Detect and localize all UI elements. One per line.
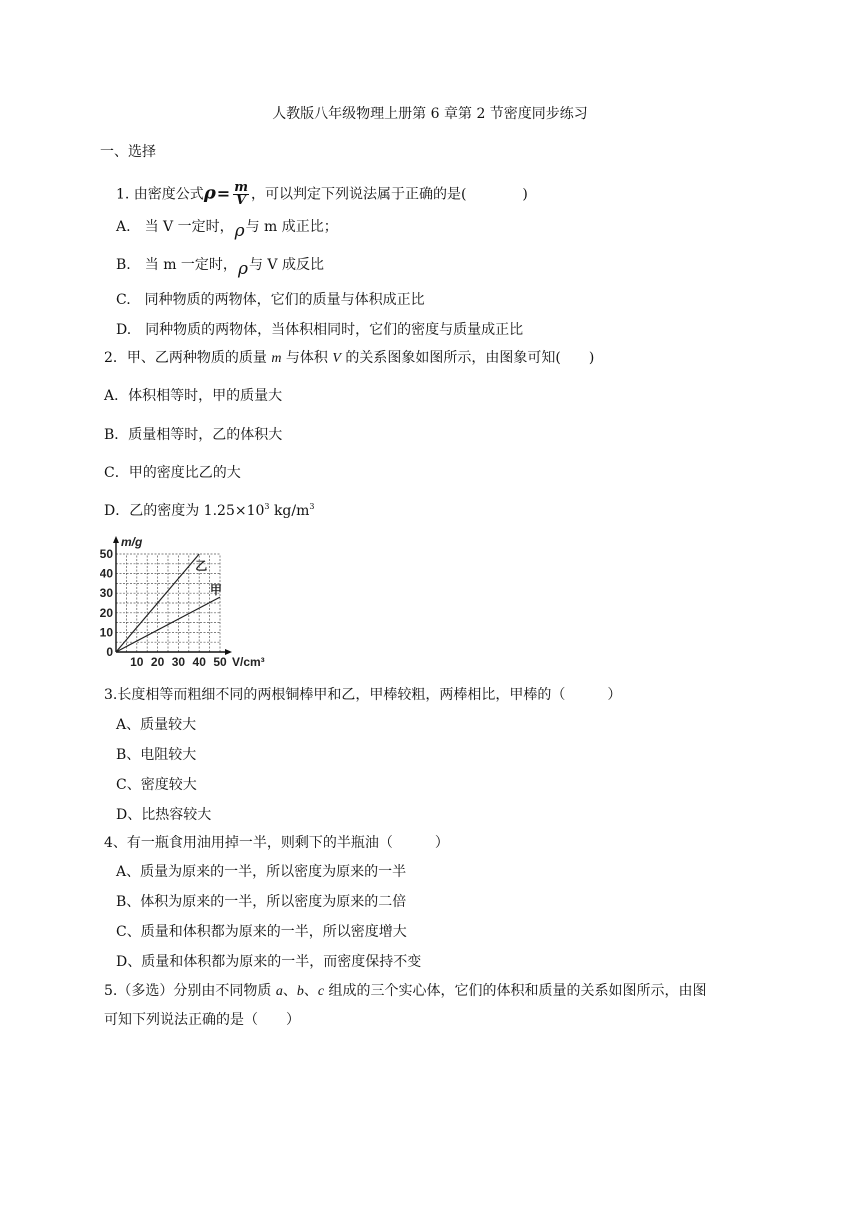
stem-text: 组成的三个实心体，它们的体积和质量的关系如图所示，由图 — [324, 983, 707, 999]
variable-v: V — [332, 351, 341, 366]
question-5-stem-line-2: 可知下列说法正确的是（ ） — [104, 1012, 300, 1028]
section-heading: 一、选择 — [100, 144, 156, 160]
x-tick-label: 20 — [150, 655, 165, 669]
question-3-option-a: A、质量较大 — [116, 717, 197, 733]
question-4-stem: 4、有一瓶食用油用掉一半，则剩下的半瓶油（ ） — [104, 835, 449, 851]
option-label: D. — [116, 322, 132, 338]
density-symbol: ρ — [203, 182, 216, 204]
question-1-option-b — [116, 254, 324, 279]
option-text: 当 V 一定时， — [144, 219, 234, 235]
option-text: D．乙的密度为 1.25×10 — [104, 503, 265, 519]
mass-volume-graph — [100, 536, 270, 670]
density-fraction — [233, 182, 249, 207]
question-1-option-d — [116, 320, 523, 340]
question-4-option-d: D、质量和体积都为原来的一半，而密度保持不变 — [116, 954, 422, 970]
y-tick-label: 50 — [100, 547, 113, 561]
question-1-prefix: 1. 由密度公式 — [116, 186, 204, 203]
question-4-option-a: A、质量为原来的一半，所以密度为原来的一半 — [116, 864, 407, 880]
question-2-option-d — [104, 501, 314, 521]
question-2-option-b: B．质量相等时，乙的体积大 — [104, 427, 283, 443]
y-axis-label: m/g — [121, 536, 143, 549]
option-label: A. — [116, 219, 131, 235]
y-tick-label: 30 — [100, 586, 113, 601]
fraction-numerator: m — [234, 180, 248, 195]
question-2-option-c: C．甲的密度比乙的大 — [104, 465, 241, 481]
stem-text: 2．甲、乙两种物质的质量 — [104, 350, 272, 366]
separator: 、 — [303, 983, 318, 999]
question-3-stem: 3.长度相等而粗细不同的两根铜棒甲和乙，甲棒较粗，两棒相比，甲棒的（ ） — [104, 687, 622, 703]
series-label: 乙 — [195, 559, 208, 573]
option-label: C. — [116, 292, 131, 308]
graph-labels — [100, 536, 265, 669]
x-axis-label: V/cm³ — [232, 655, 265, 669]
stem-text: 与体积 — [281, 350, 333, 366]
rho-symbol: ρ — [234, 221, 245, 241]
stem-text: 的关系图象如图所示，由图象可知( ) — [340, 350, 595, 366]
exponent: 3 — [309, 502, 315, 511]
x-tick-label: 50 — [213, 655, 227, 669]
question-4-option-b: B、体积为原来的一半，所以密度为原来的二倍 — [116, 894, 407, 910]
question-1-suffix: ，可以判定下列说法属于正确的是( ) — [250, 186, 528, 203]
question-1-option-c — [116, 290, 425, 310]
option-text: 同种物质的两物体，当体积相同时，它们的密度与质量成正比 — [145, 322, 524, 338]
question-3-option-c: C、密度较大 — [116, 777, 197, 793]
variable-a: a — [275, 984, 283, 999]
y-axis-arrow — [113, 536, 119, 543]
variable-b: b — [296, 984, 304, 999]
y-tick-label: 10 — [100, 625, 113, 640]
x-tick-label: 10 — [130, 655, 144, 669]
question-2-stem — [104, 348, 594, 369]
y-tick-label: 40 — [100, 566, 113, 581]
question-4-option-c: C、质量和体积都为原来的一半，所以密度增大 — [116, 924, 407, 940]
question-3-option-d: D、比热容较大 — [116, 807, 212, 823]
stem-text: 5.（多选）分别由不同物质 — [104, 983, 276, 999]
option-text: 同种物质的两物体，它们的质量与体积成正比 — [144, 292, 425, 308]
question-1-stem — [116, 182, 528, 207]
series-label: 甲 — [210, 583, 223, 598]
option-label: B. — [116, 257, 131, 273]
option-text-end: 与 V 成反比 — [248, 257, 324, 273]
option-text-end: 与 m 成正比； — [245, 219, 338, 235]
separator: 、 — [282, 983, 297, 999]
question-3-option-b: B、电阻较大 — [116, 747, 197, 763]
fraction-denominator: V — [236, 193, 247, 208]
question-5-stem-line-1 — [104, 981, 706, 1002]
variable-m: m — [271, 351, 282, 366]
document-title: 人教版八年级物理上册第 6 章第 2 节密度同步练习 — [272, 106, 588, 122]
question-2-option-a: A．体积相等时，甲的质量大 — [104, 388, 283, 404]
equals-sign: = — [216, 183, 231, 203]
origin-label: 0 — [106, 645, 113, 659]
option-text: 当 m 一定时， — [144, 257, 237, 273]
rho-symbol: ρ — [237, 259, 248, 279]
exponent: 3 — [264, 502, 270, 511]
y-tick-label: 20 — [100, 605, 113, 620]
question-1-option-a — [116, 216, 338, 241]
x-tick-label: 30 — [171, 655, 186, 669]
unit-text: kg/m — [269, 503, 310, 519]
variable-c: c — [317, 984, 325, 999]
x-tick-label: 40 — [192, 655, 206, 669]
